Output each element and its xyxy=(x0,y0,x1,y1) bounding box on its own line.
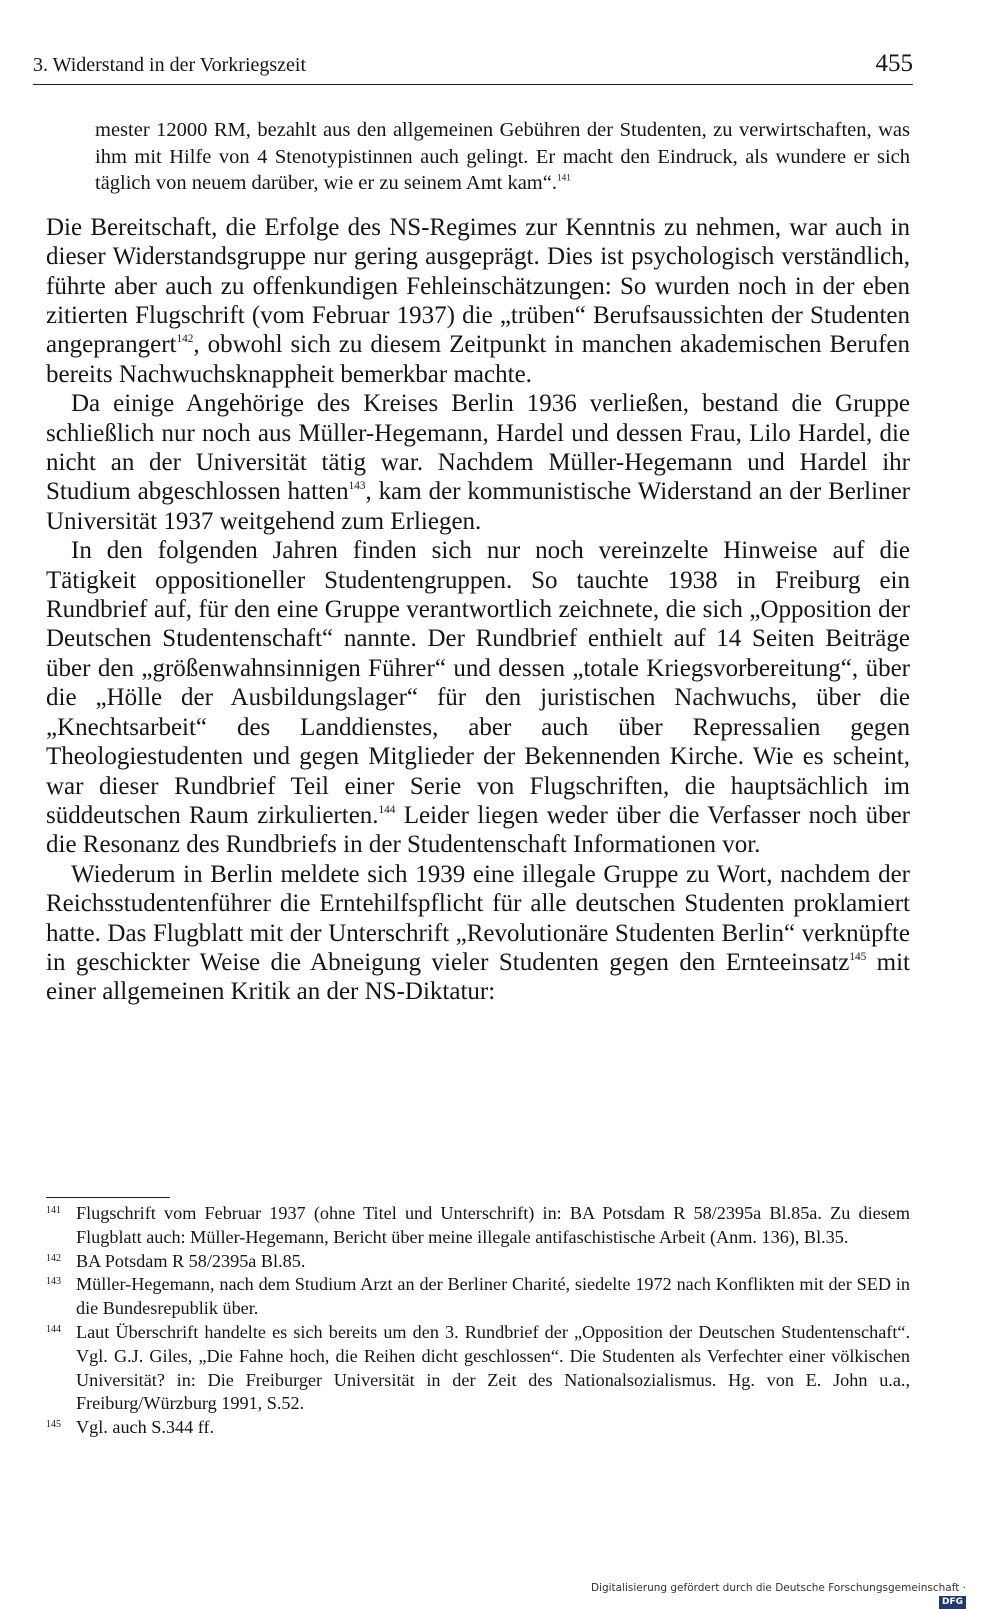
paragraph-1-text-b: , obwohl sich zu diesem Zeitpunkt in manchen akademischen Berufen bereits Nachwuchsknappheit bemerkbar machte. xyxy=(46,331,910,388)
chapter-title: 3. Widerstand in der Vorkriegszeit xyxy=(33,54,307,76)
paragraph-3-text-b: Leider liegen weder über die Verfasser noch über die Resonanz des Rundbriefs in der Studentenschaft Informationen vor. xyxy=(46,801,910,859)
footnote xyxy=(46,1416,910,1440)
running-head xyxy=(33,52,913,85)
paragraph-1 xyxy=(46,213,910,389)
footnote-text: Müller-Hegemann, nach dem Studium Arzt an der Berliner Charité, siedelte 1972 nach Konflikten mit der SED in die Bundesrepublik über. xyxy=(76,1274,910,1319)
footnote-number: 142 xyxy=(46,1252,61,1264)
footnote-text: Laut Überschrift handelte es sich bereits um den 3. Rundbrief der „Opposition der Deutschen Studentenschaft“. Vgl. G.J. Giles, „Die Fahne hoch, die Reihen dicht geschlossen“. Die Studenten als Verfechter einer völkischen Universität? in: Die Freiburger Universität in der Zeit des Nationalsozialismus. Hg. von E. John u.a., Freiburg/Würzburg 1991, S.52. xyxy=(76,1321,910,1414)
footnote-number: 145 xyxy=(46,1419,61,1431)
footnote xyxy=(46,1250,910,1274)
footnote xyxy=(46,1321,910,1416)
main-text xyxy=(46,117,910,1007)
paragraph-3-text-a: In den folgenden Jahren finden sich nur noch vereinzelte Hinweise auf die Tätigkeit oppositioneller Studentengruppen. So tauchte 1938 in Freiburg ein Rundbrief auf, für den eine Gruppe verantwortlich zeichnete, die sich „Opposition der Deutschen Studentenschaft“ nannte. Der Rundbrief enthielt auf 14 Seiten Beiträge über den „größenwahnsinnigen Führer“ und dessen „totale Kriegsvorbereitung“, über die „Hölle der Ausbildungslager“ für den juristischen Nachwuchs, über die „Knechtsarbeit“ des Landdienstes, aber auch über Repressalien gegen Theologiestudenten und gegen Mitglieder der Bekennenden Kirche. Wie es scheint, war dieser Rundbrief Teil einer Serie von Flugschriften, die hauptsächlich im süddeutschen Raum zirkulierten. xyxy=(46,537,910,829)
footnote-text: Flugschrift vom Februar 1937 (ohne Titel und Unterschrift) in: BA Potsdam R 58/2395a Bl.85a. Zu diesem Flugblatt auch: Müller-Hegemann, Bericht über meine illegale antifaschistische Arbeit (Anm. 136), Bl.35. xyxy=(76,1203,910,1247)
footnote-text: BA Potsdam R 58/2395a Bl.85. xyxy=(76,1250,306,1271)
paragraph-4-text-a: Wiederum in Berlin meldete sich 1939 eine illegale Gruppe zu Wort, nachdem der Reichsstudentenführer die Erntehilfspflicht für alle deutschen Studenten proklamiert hatte. Das Flugblatt mit der Unterschrift „Revolutionäre Studenten Berlin“ verknüpfte in geschickter Weise die Abneigung vieler Studenten gegen den Ernteeinsatz xyxy=(46,860,910,976)
credit-text: Digitalisierung gefördert durch die Deutsche Forschungsgemeinschaft · xyxy=(590,1582,966,1594)
footnote xyxy=(46,1202,910,1250)
quote-text: mester 12000 RM, bezahlt aus den allgemeinen Gebühren der Studenten, zu verwirtschaften, was ihm mit Hilfe von 4 Stenotypistinnen auch gelingt. Er macht den Eindruck, als wundere er sich täglich von neuem darüber, wie er zu seinem Amt kam“. xyxy=(95,119,910,195)
footnote-ref-144[interactable]: 144 xyxy=(378,803,396,816)
footnote-text: Vgl. auch S.344 ff. xyxy=(76,1417,215,1438)
footnote-number: 143 xyxy=(46,1276,61,1288)
footnote xyxy=(46,1273,910,1321)
paragraph-2-text-b: , kam der kommunistische Widerstand an der Berliner Universität 1937 weitgehend zum Erliegen. xyxy=(46,478,910,535)
footnote-ref-143[interactable]: 143 xyxy=(348,480,366,493)
paragraph-3 xyxy=(46,536,910,859)
footnote-ref-145[interactable]: 145 xyxy=(849,950,867,963)
footnote-separator xyxy=(46,1197,170,1198)
footnotes xyxy=(46,1202,910,1440)
footnote-ref-141[interactable]: 141 xyxy=(556,172,571,183)
block-quote xyxy=(95,117,910,197)
digitization-credit xyxy=(566,1581,966,1607)
footnote-number: 141 xyxy=(46,1205,61,1216)
paragraph-2-text-a: Da einige Angehörige des Kreises Berlin 1936 verließen, bestand die Gruppe schließlich nur noch aus Müller-Hegemann, Hardel und dessen Frau, Lilo Hardel, die nicht an der Universität tätig war. Nachdem Müller-Hegemann und Hardel ihr Studium abgeschlossen hatten xyxy=(46,390,910,506)
paragraph-4 xyxy=(46,860,910,1007)
footnote-number: 144 xyxy=(46,1323,61,1335)
paragraph-1-text-a: Die Bereitschaft, die Erfolge des NS-Regimes zur Kenntnis zu nehmen, war auch in dieser Widerstandsgruppe nur gering ausgeprägt. Dies ist psychologisch verständlich, führte aber auch zu offenkundigen Fehleinschätzungen: So wurden noch in der eben zitierten Flugschrift (vom Februar 1937) die „trüben“ Berufsaussichten der Studenten angeprangert xyxy=(46,213,910,359)
paragraph-4-text-b: mit einer allgemeinen Kritik an der NS-Diktatur: xyxy=(46,948,911,1006)
paragraph-2 xyxy=(46,389,910,536)
dfg-logo: DFG xyxy=(939,1596,966,1609)
footnote-ref-142[interactable]: 142 xyxy=(176,333,194,346)
page-number: 455 xyxy=(875,50,913,77)
